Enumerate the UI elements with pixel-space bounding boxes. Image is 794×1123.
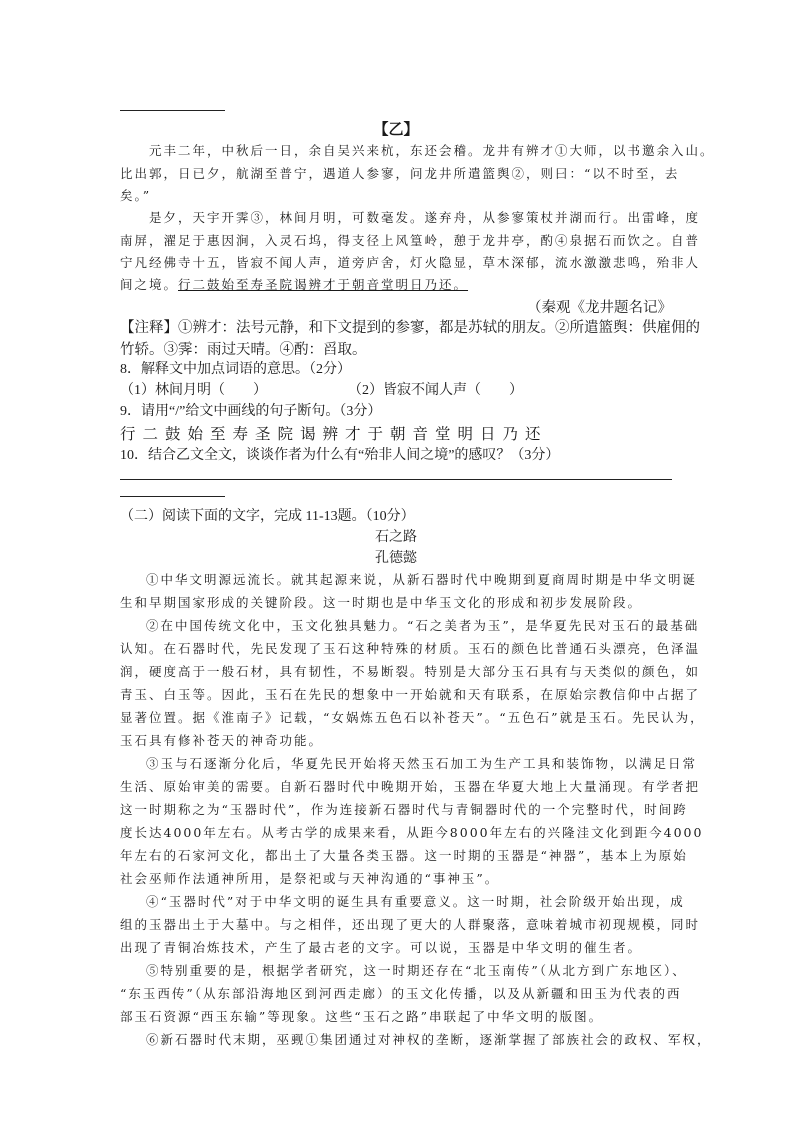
paragraph-line: 部玉石资源“西玉东输”等现象。这些“玉石之路”串联起了中华文明的版图。	[120, 1009, 604, 1024]
paragraph-line: 组的玉器出土于大墓中。与之相伴，还出现了更大的人群聚落，意味着城市初现规模，同时	[120, 917, 701, 932]
question-10: 10．结合乙文全文，谈谈作者为什么有“殆非人间之境”的感叹？（3分）	[120, 448, 560, 463]
text-line	[120, 275, 468, 293]
paragraph-line: 玉石具有修补苍天的神奇功能。	[120, 733, 324, 748]
notes-line: 【注释】①辨才：法号元静，和下文提到的参寥，都是苏轼的朋友。②所遣篮舆：供雇佣的	[120, 320, 700, 336]
question-8-item-1: （1）林间月明（ ）	[120, 383, 267, 398]
question-9-sentence: 行二鼓始至寿圣院谒辨才于朝音堂明日乃还	[120, 426, 548, 443]
paragraph-line: ⑥新石器时代末期，巫觋①集团通过对神权的垄断，逐渐掌握了部族社会的政权、军权，	[146, 1032, 712, 1047]
notes-line: 竹轿。③霁：雨过天晴。④酌：舀取。	[120, 342, 367, 358]
paragraph-line: 认知。在石器时代，先民发现了玉石这种特殊的材质。玉石的颜色比普通石头漂亮，色泽温	[120, 641, 701, 656]
question-9: 9．请用“/”给文中画线的句子断句。（3分）	[120, 404, 382, 419]
paragraph-line: 度长达4000年左右。从考古学的成果来看，从距今8000年左右的兴隆洼文化到距今4000	[120, 825, 704, 840]
text-fragment: 间之境。	[120, 277, 179, 292]
paragraph-line: 生和早期国家形成的关键阶段。这一时期也是中华玉文化的形成和初步发展阶段。	[120, 595, 643, 610]
separator	[120, 496, 225, 497]
paragraph-line: ⑤特别重要的是，根据学者研究，这一时期还存在“北玉南传”（从北方到广东地区）、	[146, 963, 687, 978]
paragraph-line: 社会巫师作法通神所用，是祭祀或与天神沟通的“事神玉”。	[120, 871, 500, 886]
footnote-separator	[120, 110, 225, 111]
paragraph-line: 显著位置。据《淮南子》记载，“女娲炼五色石以补苍天”。“五色石”就是玉石。先民认为，	[120, 710, 705, 725]
part2-intro: （二）阅读下面的文字，完成 11-13题。（10分）	[120, 509, 415, 524]
section-heading: 【乙】	[373, 122, 419, 138]
paragraph-line: ②在中国传统文化中，玉文化独具魅力。“石之美者为玉”，是华夏先民对玉石的最基础	[146, 618, 700, 633]
text-line: 宁凡经佛寺十五，皆寂不闻人声，道旁庐舍，灯火隐显，草木深郁，流水激激悲鸣，殆非人	[120, 255, 701, 270]
text-line: 南屏，濯足于惠因涧，入灵石坞，得支径上风篁岭，憩于龙井亭，酌④泉据石而饮之。自普	[120, 233, 701, 248]
text-line: 元丰二年，中秋后一日，余自吴兴来杭，东还会稽。龙井有辨才①大师，以书邀余入山。	[149, 143, 715, 158]
text-line: 是夕，天宇开霁③，林间月明，可数毫发。遂弃舟，从参寥策杖并湖而行。出雷峰，度	[149, 210, 701, 225]
question-8: 8．解释文中加点词语的意思。（2分）	[120, 362, 351, 377]
source-citation: （秦观《龙井题名记》	[527, 300, 672, 316]
underlined-sentence: 行二鼓始至寿圣院谒辨才于朝音堂明日乃还。	[178, 277, 469, 292]
paragraph-line: 润，硬度高于一般石材，具有韧性，不易断裂。特别是大部分玉石具有与天类似的颜色，如	[120, 664, 701, 679]
paragraph-line: ④“玉器时代”对于中华文明的诞生具有重要意义。这一时期，社会阶级开始出现，成	[146, 894, 685, 909]
article-author: 孔德懿	[375, 551, 417, 566]
text-line: 矣。”	[120, 188, 152, 203]
paragraph-line: “东玉西传”（从东部沿海地区到河西走廊）的玉文化传播，以及从新疆和田玉为代表的西	[120, 986, 682, 1001]
paragraph-line: 出现了青铜冶炼技术，产生了最古老的文字。可以说，玉器是中华文明的催生者。	[120, 940, 643, 955]
paragraph-line: 生活、原始审美的需要。自新石器时代中晚期开始，玉器在华夏大地上大量涌现。有学者把	[120, 779, 701, 794]
paragraph-line: ①中华文明源远流长。就其起源来说，从新石器时代中晚期到夏商周时期是中华文明诞	[146, 572, 698, 587]
question-8-item-2: （2）皆寂不闻人声（ ）	[348, 383, 523, 398]
paragraph-line: 这一时期称之为“玉器时代”，作为连接新石器时代与青铜器时代的一个完整时代，时间跨	[120, 802, 688, 817]
answer-line	[120, 479, 672, 480]
article-title: 石之路	[375, 530, 417, 545]
text-line: 比出郭，日已夕，航湖至普宁，遇道人参寥，问龙井所遣篮舆②，则曰：“以不时至，去	[120, 166, 680, 181]
paragraph-line: 年左右的石家河文化，都出土了大量各类玉器。这一时期的玉器是“神器”，基本上为原始	[120, 848, 688, 863]
paragraph-line: ③玉与石逐渐分化后，华夏先民开始将天然玉石加工为生产工具和装饰物，以满足日常	[146, 756, 698, 771]
paragraph-line: 青玉、白玉等。因此，玉石在先民的想象中一开始就和天有联系，在原始宗教信仰中占据了	[120, 687, 701, 702]
